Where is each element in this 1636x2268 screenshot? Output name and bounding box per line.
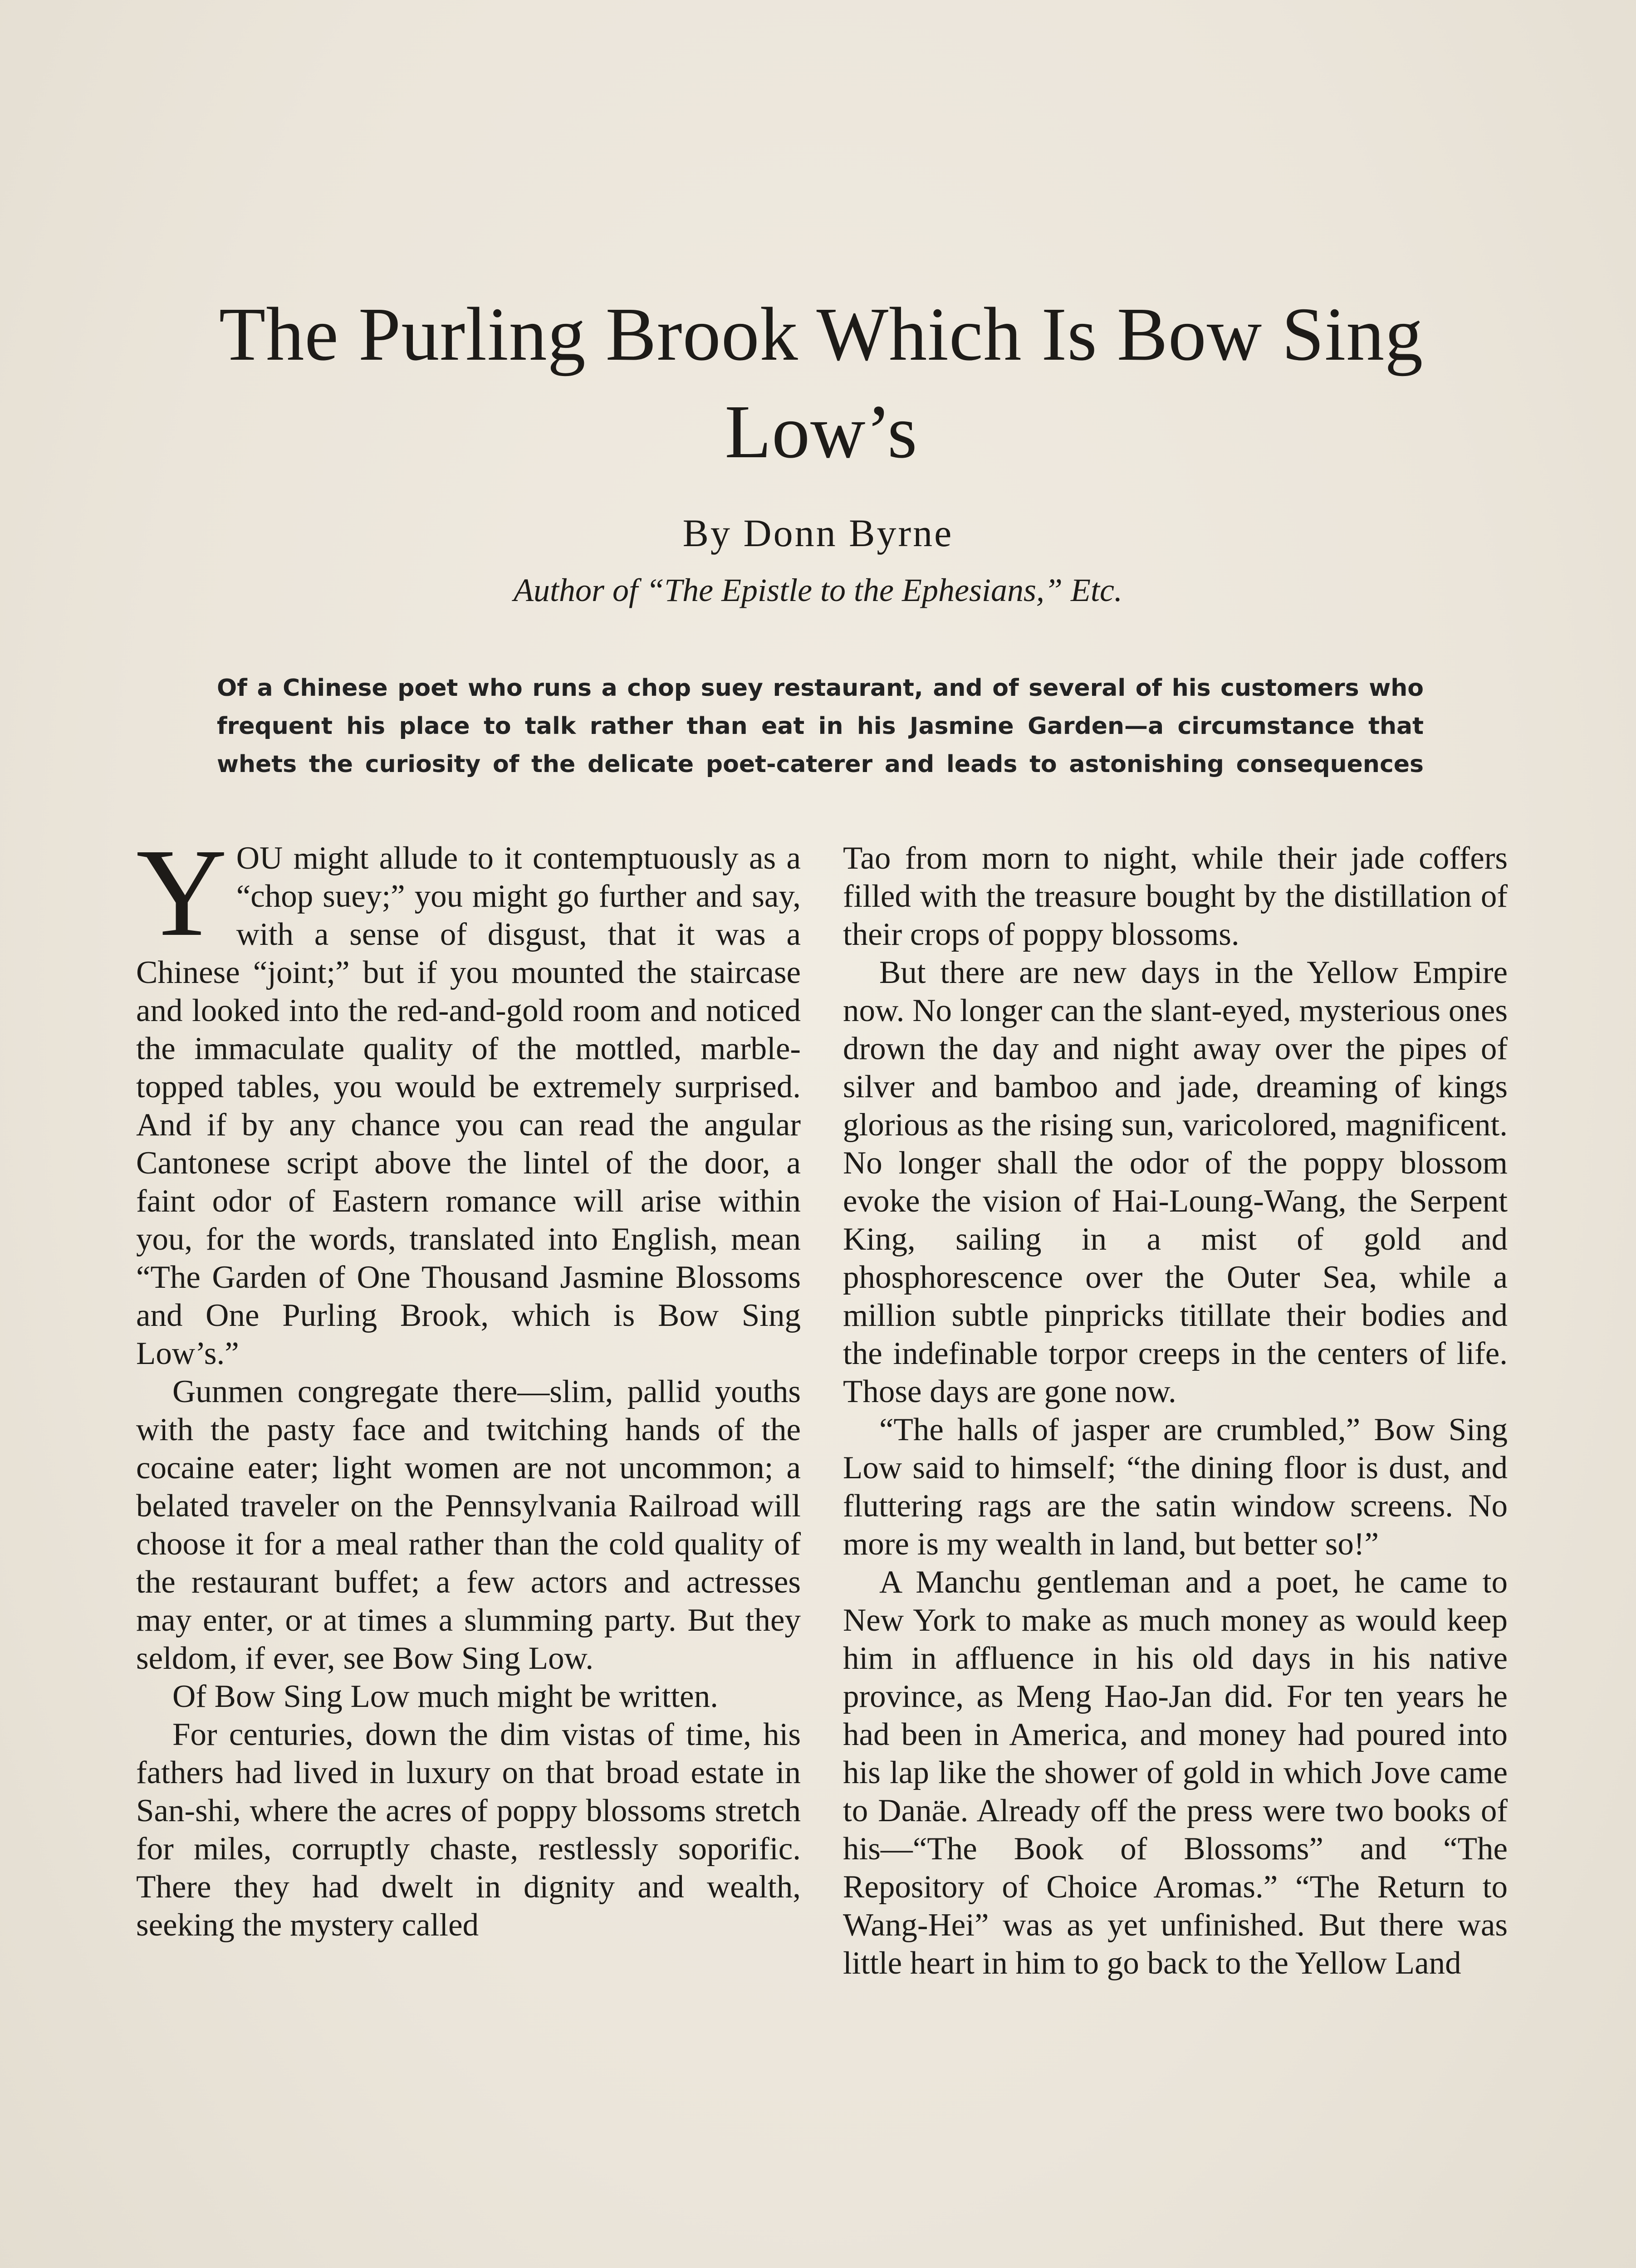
article-blurb: Of a Chinese poet who runs a chop suey restaurant, and of several of his customers who frequent his place to talk rather than eat in his Jasmine Garden—a circumstance that whets the curiosity of the delicate poet-caterer and leads to astonishing consequences — [217, 675, 1424, 778]
credit-prefix: Author of — [514, 572, 647, 608]
paragraph: A Manchu gentleman and a poet, he came to New York to make as much money as would keep him in affluence in his old days in his native province, as Meng Hao-Jan did. For ten years he had been in America, and money had poured into his lap like the shower of gold in which Jove came to Danäe. Already off the press were two books of his—“The Book of Blossoms” and “The Repository of Choice Aromas.” “The Return to Wang-Hei” was as yet unfinished. But there was little heart in him to go back to the Yellow Land — [843, 1564, 1508, 1981]
left-column — [136, 823, 801, 2268]
byline: By Donn Byrne — [682, 511, 954, 555]
right-column — [843, 839, 1508, 2268]
paragraph: But there are new days in the Yellow Empire now. No longer can the slant-eyed, mysterious ones drown the day and night away over the pipes of silver and bamboo and jade, dreaming of kings glorious as the rising sun, varicolored, magnificent. No longer shall the odor of the poppy blossom evoke the vision of Hai-Loung-Wang, the Serpent King, sailing in a mist of gold and phosphorescence over the Outer Sea, while a million subtle pinpricks titillate their bodies and the indefinable torpor creeps in the centers of life. Those days are gone now. — [843, 955, 1508, 1409]
paragraph-text: OU might allude to it contemptuously as a “chop suey;” you might go further and say, with a sense of disgust, that it was a Chinese “joint;” but if you mounted the staircase and looked into the red-and-gold room and noticed the immaculate quality of the mottled, marble-topped tables, you would be extremely surprised. And if by any chance you can read the angular Cantonese script above the lintel of the door, a faint odor of Eastern romance will arise within you, for the words, translated into English, mean “The Garden of One Thousand Jasmine Blossoms and One Purling Brook, which is Bow Sing Low’s.” — [136, 841, 801, 1371]
paragraph: “The halls of jasper are crumbled,” Bow Sing Low said to himself; “the dining floor is dust, and fluttering rags are the satin window screens. No more is my wealth in land, but better so!” — [843, 1412, 1508, 1562]
paragraph: Of Bow Sing Low much might be written. — [172, 1679, 718, 1714]
paragraph: Gunmen congregate there—slim, pallid youths with the pasty face and twitching hands of the cocaine eater; light women are not uncommon; a belated traveler on the Pennsylvania Railroad will choose it for a meal rather than the cold quality of the restaurant buffet; a few actors and actresses may enter, or at times a slumming party. But they seldom, if ever, see Bow Sing Low. — [136, 1374, 801, 1676]
credit-suffix: Etc. — [1063, 572, 1122, 608]
credit-book-title: “The Epistle to the Ephesians,” — [646, 572, 1063, 608]
author-credit — [0, 572, 1636, 609]
paragraph — [136, 823, 801, 1373]
paragraph: For centuries, down the dim vistas of time, his fathers had lived in luxury on that broad estate in San-shi, where the acres of poppy blossoms stretch for miles, corruptly chaste, restlessly soporific. There they had dwelt in dignity and wealth, seeking the mystery called — [136, 1717, 801, 1943]
article-title: The Purling Brook Which Is Bow Sing Low’s — [219, 292, 1424, 474]
paragraph: Tao from morn to night, while their jade coffers filled with the treasure bought by the distillation of their crops of poppy blossoms. — [843, 841, 1508, 952]
drop-cap: Y — [136, 823, 227, 963]
